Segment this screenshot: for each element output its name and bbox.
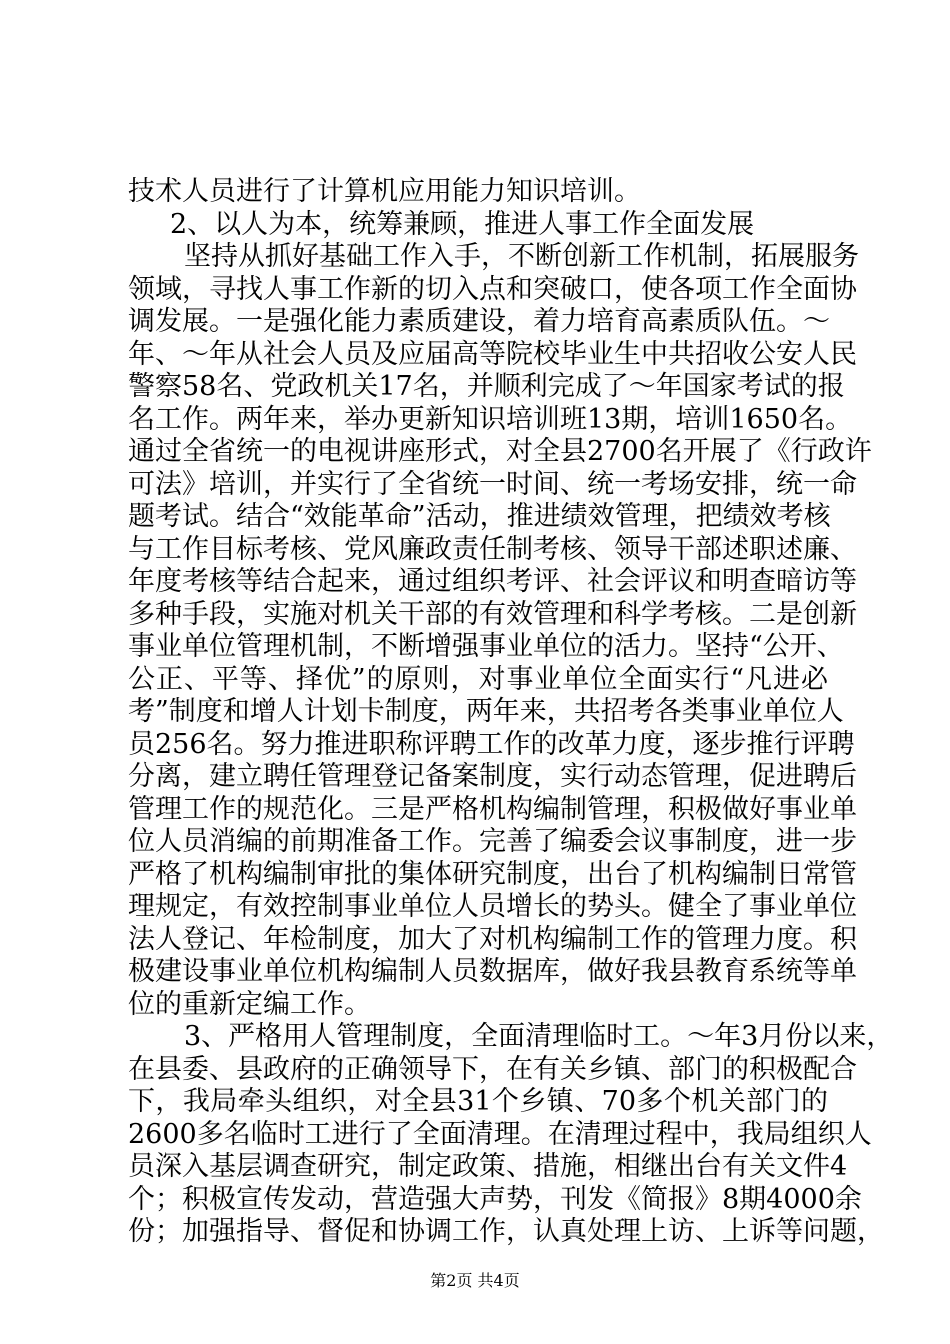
paragraph-line: 份；加强指导、督促和协调工作，认真处理上访、上诉等问题， — [128, 1216, 884, 1247]
paragraph-line: 坚持从抓好基础工作入手，不断创新工作机制，拓展服务 — [184, 241, 859, 272]
paragraph-line: 极建设事业单位机构编制人员数据库，做好我县教育系统等单 — [128, 956, 857, 987]
paragraph-line: 位的重新定编工作。 — [128, 989, 371, 1020]
paragraph-line: 管理工作的规范化。三是严格机构编制管理，积极做好事业单 — [128, 794, 857, 825]
paragraph-line: 年、～年从社会人员及应届高等院校毕业生中共招收公安人民 — [128, 339, 857, 370]
paragraph-line: 可法》培训，并实行了全省统一时间、统一考场安排，统一命 — [128, 469, 857, 500]
paragraph-line: 2600多名临时工进行了全面清理。在清理过程中，我局组织人 — [128, 1119, 872, 1150]
paragraph-line: 理规定，有效控制事业单位人员增长的势头。健全了事业单位 — [128, 891, 857, 922]
paragraph-line: 年度考核等结合起来，通过组织考评、社会评议和明查暗访等 — [128, 566, 857, 597]
paragraph-line: 通过全省统一的电视讲座形式，对全县2700名开展了《行政许 — [128, 436, 872, 467]
section-heading: 2、以人为本，统筹兼顾，推进人事工作全面发展 — [170, 209, 755, 240]
paragraph-line: 题考试。结合“效能革命”活动，推进绩效管理，把绩效考核 — [128, 501, 831, 532]
paragraph-line: 员256名。努力推进职称评聘工作的改革力度，逐步推行评聘 — [128, 729, 855, 760]
page-footer: 第2页 共4页 — [430, 1271, 520, 1290]
paragraph-line: 法人登记、年检制度，加大了对机构编制工作的管理力度。积 — [128, 924, 857, 955]
paragraph-line: 下，我局牵头组织，对全县31个乡镇、70多个机关部门的 — [128, 1086, 828, 1117]
paragraph-line: 考”制度和增人计划卡制度，两年来，共招考各类事业单位人 — [128, 696, 844, 727]
paragraph-line: 公正、平等、择优”的原则，对事业单位全面实行“凡进必 — [128, 664, 828, 695]
paragraph-line: 多种手段，实施对机关干部的有效管理和科学考核。二是创新 — [128, 599, 857, 630]
paragraph-line: 在县委、县政府的正确领导下，在有关乡镇、部门的积极配合 — [128, 1054, 857, 1085]
paragraph-line: 员深入基层调查研究，制定政策、措施，相继出台有关文件4 — [128, 1151, 848, 1182]
paragraph-line: 领域，寻找人事工作新的切入点和突破口，使各项工作全面协 — [128, 274, 857, 305]
paragraph-line: 位人员消编的前期准备工作。完善了编委会议事制度，进一步 — [128, 826, 857, 857]
paragraph-line: 技术人员进行了计算机应用能力知识培训。 — [128, 176, 641, 207]
paragraph-line: 严格了机构编制审批的集体研究制度，出台了机构编制日常管 — [128, 859, 857, 890]
paragraph-line: 警察58名、党政机关17名，并顺利完成了～年国家考试的报 — [128, 371, 845, 402]
paragraph-line: 个；积极宣传发动，营造强大声势，刊发《简报》8期4000余 — [128, 1184, 862, 1215]
paragraph-line: 名工作。两年来，举办更新知识培训班13期，培训1650名。 — [128, 404, 853, 435]
paragraph-line: 3、严格用人管理制度，全面清理临时工。～年3月份以来， — [184, 1021, 894, 1052]
paragraph-line: 分离，建立聘任管理登记备案制度，实行动态管理，促进聘后 — [128, 761, 857, 792]
paragraph-line: 调发展。一是强化能力素质建设，着力培育高素质队伍。～ — [128, 306, 830, 337]
paragraph-line: 事业单位管理机制，不断增强事业单位的活力。坚持“公开、 — [128, 631, 844, 662]
paragraph-line: 与工作目标考核、党风廉政责任制考核、领导干部述职述廉、 — [128, 534, 857, 565]
